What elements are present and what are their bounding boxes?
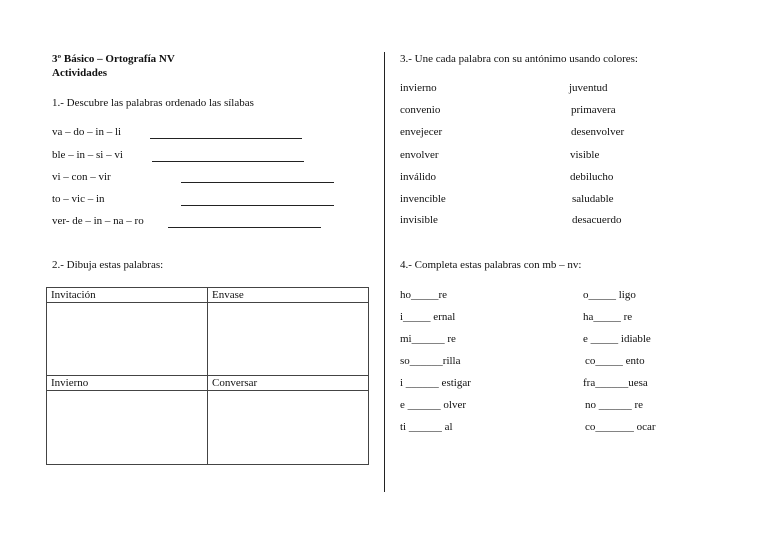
answer-line[interactable] [168, 227, 321, 228]
fill-word-left[interactable]: i ______ estigar [400, 377, 471, 389]
fill-word-right[interactable]: co_______ ocar [585, 421, 656, 433]
fill-word-left[interactable]: so______rilla [400, 355, 461, 367]
word-right: visible [570, 149, 600, 161]
fill-word-right[interactable]: fra______uesa [583, 377, 648, 389]
drawing-label: Invitación [47, 288, 208, 303]
drawing-box[interactable] [47, 391, 208, 465]
answer-line[interactable] [152, 161, 304, 162]
word-left: envolver [400, 149, 439, 161]
syllable-item: ble – in – si – vi [52, 149, 123, 161]
section2-heading: 2.- Dibuja estas palabras: [52, 259, 164, 271]
syllable-item: ver- de – in – na – ro [52, 215, 144, 227]
fill-word-right[interactable]: e _____ idiable [583, 333, 651, 345]
fill-word-right[interactable]: ha_____ re [583, 311, 633, 323]
column-divider [384, 52, 385, 492]
answer-line[interactable] [181, 205, 334, 206]
answer-line[interactable] [150, 138, 302, 139]
drawing-label: Invierno [47, 376, 208, 391]
section4-heading: 4.- Completa estas palabras con mb – nv: [400, 259, 582, 271]
fill-word-right[interactable]: o_____ ligo [583, 289, 636, 301]
drawing-box[interactable] [208, 391, 369, 465]
word-left: envejecer [400, 126, 443, 138]
word-left: convenio [400, 104, 441, 116]
fill-word-left[interactable]: mi______ re [400, 333, 456, 345]
word-right: primavera [571, 104, 616, 116]
fill-word-left[interactable]: e ______ olver [400, 399, 466, 411]
section1-heading: 1.- Descubre las palabras ordenado las sílabas [52, 97, 254, 109]
word-right: desacuerdo [572, 214, 622, 226]
word-left: invencible [400, 193, 446, 205]
worksheet-title: 3º Básico – Ortografía NV [52, 53, 175, 65]
word-right: debilucho [570, 171, 614, 183]
word-right: desenvolver [571, 126, 625, 138]
section3-heading: 3.- Une cada palabra con su antónimo usando colores: [400, 53, 638, 65]
syllable-item: to – vic – in [52, 193, 105, 205]
word-left: invisible [400, 214, 438, 226]
fill-word-right[interactable]: no ______ re [585, 399, 644, 411]
syllable-item: va – do – in – li [52, 126, 122, 138]
fill-word-left[interactable]: i_____ ernal [400, 311, 456, 323]
word-right: juventud [569, 82, 608, 94]
drawing-box[interactable] [47, 303, 208, 376]
drawing-label: Conversar [208, 376, 369, 391]
worksheet-subtitle: Actividades [52, 67, 107, 79]
answer-line[interactable] [181, 182, 334, 183]
word-left: inválido [400, 171, 437, 183]
drawing-box[interactable] [208, 303, 369, 376]
fill-word-right[interactable]: co_____ ento [585, 355, 645, 367]
syllable-item: vi – con – vir [52, 171, 111, 183]
word-right: saludable [572, 193, 614, 205]
drawing-label: Envase [208, 288, 369, 303]
drawing-table [46, 287, 369, 465]
fill-word-left[interactable]: ho_____re [400, 289, 448, 301]
fill-word-left[interactable]: ti ______ al [400, 421, 453, 433]
word-left: invierno [400, 82, 437, 94]
